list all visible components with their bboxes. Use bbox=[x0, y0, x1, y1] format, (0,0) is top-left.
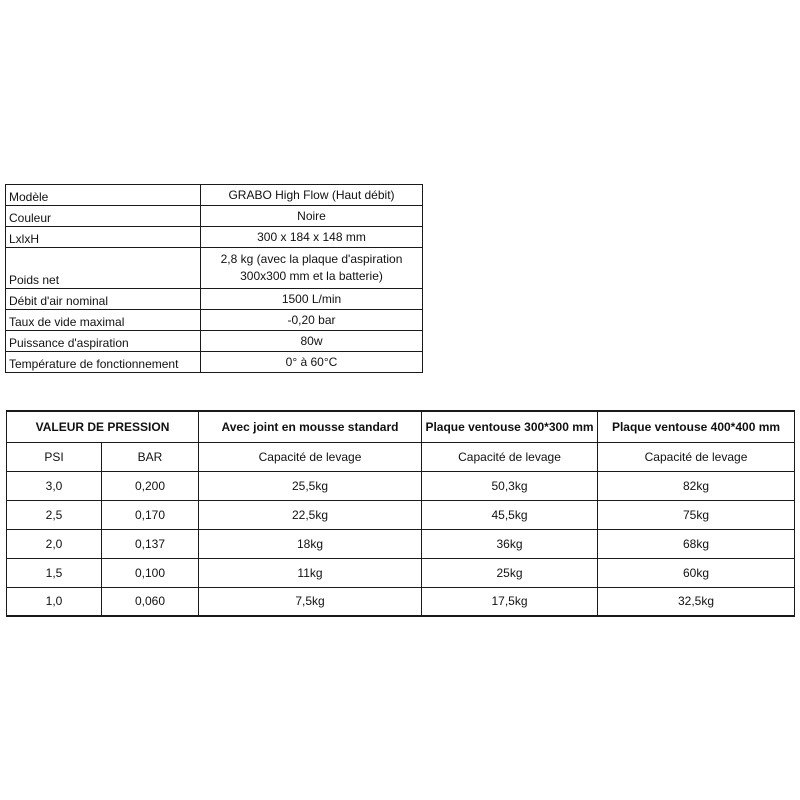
table-header-row bbox=[7, 411, 795, 442]
spec-label: Taux de vide maximal bbox=[6, 310, 201, 331]
cell-plate-300: 25kg bbox=[422, 558, 598, 587]
cell-plate-300: 36kg bbox=[422, 529, 598, 558]
spec-row-dimensions bbox=[6, 227, 423, 248]
cell-plate-400: 68kg bbox=[598, 529, 795, 558]
spec-row-suction-power bbox=[6, 331, 423, 352]
table-row bbox=[7, 471, 795, 500]
cell-psi: 2,5 bbox=[7, 500, 102, 529]
spec-label: Débit d'air nominal bbox=[6, 289, 201, 310]
subheader-capacity-400: Capacité de levage bbox=[598, 442, 795, 471]
spec-value-line: 300x300 mm et la batterie) bbox=[240, 269, 383, 283]
spec-row-model bbox=[6, 185, 423, 206]
spec-value: Noire bbox=[201, 206, 423, 227]
spec-value: 80w bbox=[201, 331, 423, 352]
cell-psi: 1,0 bbox=[7, 587, 102, 616]
spec-label: LxlxH bbox=[6, 227, 201, 248]
spec-row-vacuum-rate bbox=[6, 310, 423, 331]
header-plate-400: Plaque ventouse 400*400 mm bbox=[598, 411, 795, 442]
cell-bar: 0,170 bbox=[102, 500, 199, 529]
specifications-table bbox=[5, 184, 423, 373]
cell-plate-300: 17,5kg bbox=[422, 587, 598, 616]
spec-row-color bbox=[6, 206, 423, 227]
table-row bbox=[7, 529, 795, 558]
subheader-bar: BAR bbox=[102, 442, 199, 471]
header-plate-300: Plaque ventouse 300*300 mm bbox=[422, 411, 598, 442]
spec-label: Puissance d'aspiration bbox=[6, 331, 201, 352]
cell-psi: 2,0 bbox=[7, 529, 102, 558]
header-pressure-value: VALEUR DE PRESSION bbox=[7, 411, 199, 442]
spec-value: 0° à 60°C bbox=[201, 352, 423, 373]
spec-row-airflow bbox=[6, 289, 423, 310]
cell-plate-400: 32,5kg bbox=[598, 587, 795, 616]
cell-standard: 18kg bbox=[199, 529, 422, 558]
cell-bar: 0,200 bbox=[102, 471, 199, 500]
cell-psi: 3,0 bbox=[7, 471, 102, 500]
spec-value: 1500 L/min bbox=[201, 289, 423, 310]
spec-value: 300 x 184 x 148 mm bbox=[201, 227, 423, 248]
subheader-psi: PSI bbox=[7, 442, 102, 471]
spec-label: Couleur bbox=[6, 206, 201, 227]
spec-label: Modèle bbox=[6, 185, 201, 206]
table-row bbox=[7, 500, 795, 529]
spec-row-operating-temperature bbox=[6, 352, 423, 373]
spec-value-line: 2,8 kg (avec la plaque d'aspiration bbox=[220, 252, 403, 267]
cell-bar: 0,060 bbox=[102, 587, 199, 616]
spec-value bbox=[201, 248, 423, 289]
spec-label: Température de fonctionnement bbox=[6, 352, 201, 373]
spec-row-net-weight bbox=[6, 248, 423, 289]
spec-value: GRABO High Flow (Haut débit) bbox=[201, 185, 423, 206]
cell-bar: 0,100 bbox=[102, 558, 199, 587]
table-row bbox=[7, 587, 795, 616]
cell-psi: 1,5 bbox=[7, 558, 102, 587]
cell-plate-300: 45,5kg bbox=[422, 500, 598, 529]
subheader-capacity-standard: Capacité de levage bbox=[199, 442, 422, 471]
cell-standard: 7,5kg bbox=[199, 587, 422, 616]
cell-plate-400: 75kg bbox=[598, 500, 795, 529]
cell-standard: 22,5kg bbox=[199, 500, 422, 529]
subheader-capacity-300: Capacité de levage bbox=[422, 442, 598, 471]
cell-plate-300: 50,3kg bbox=[422, 471, 598, 500]
table-subheader-row bbox=[7, 442, 795, 471]
cell-plate-400: 82kg bbox=[598, 471, 795, 500]
cell-plate-400: 60kg bbox=[598, 558, 795, 587]
table-row bbox=[7, 558, 795, 587]
cell-bar: 0,137 bbox=[102, 529, 199, 558]
cell-standard: 11kg bbox=[199, 558, 422, 587]
header-standard-foam: Avec joint en mousse standard bbox=[199, 411, 422, 442]
cell-standard: 25,5kg bbox=[199, 471, 422, 500]
spec-label: Poids net bbox=[6, 248, 201, 289]
lifting-capacity-table bbox=[6, 410, 795, 617]
spec-value: -0,20 bar bbox=[201, 310, 423, 331]
